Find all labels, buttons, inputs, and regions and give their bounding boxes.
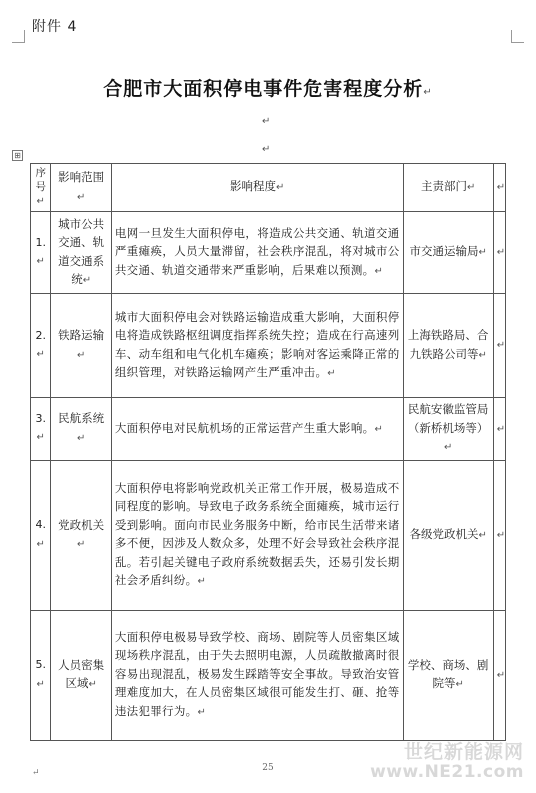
table-row	[31, 212, 506, 294]
attachment-label: 附件 4	[32, 19, 78, 35]
row-scope: 城市公共交通、轨道交通系统↵	[51, 212, 111, 294]
row-end-mark: ↵	[493, 164, 505, 212]
row-end-mark: ↵	[493, 610, 505, 740]
row-impact: 大面积停电对民航机场的正常运营产生重大影响。↵	[111, 398, 403, 461]
row-impact: 大面积停电将影响党政机关正常工作开展，极易造成不同程度的影响。导致电子政务系统全面瘫痪，城市运行受到影响。面向市民业务服务中断，给市民生活带来诸多不便，因涉及人数众多，处理不好会导致社会秩序混乱。若引起关键电子政府系统数据丢失，还易引发长期社会矛盾纠纷。↵	[111, 460, 403, 610]
margin-corner-mark	[511, 30, 524, 43]
row-impact: 电网一旦发生大面积停电，将造成公共交通、轨道交通严重瘫痪，人员大量滞留，社会秩序混乱，将对城市公共交通、轨道交通带来严重影响，后果难以预测。↵	[111, 212, 403, 294]
page-title	[0, 74, 536, 101]
row-end-mark: ↵	[493, 212, 505, 294]
table-move-handle-icon[interactable]: ⊞	[12, 150, 23, 161]
watermark-url: www.NE21.com	[370, 761, 524, 782]
row-dept: 上海铁路局、合九铁路公司等↵	[403, 294, 493, 398]
row-dept: 市交通运输局↵	[403, 212, 493, 294]
row-dept: 民航安徽监管局（新桥机场等）↵	[403, 398, 493, 461]
header-dept: 主责部门↵	[403, 164, 493, 212]
row-end-mark: ↵	[493, 398, 505, 461]
paragraph-mark-icon: ↵	[32, 768, 40, 778]
header-impact: 影响程度↵	[111, 164, 403, 212]
row-dept: 学校、商场、剧院等↵	[403, 610, 493, 740]
paragraph-mark-icon: ↵	[423, 87, 433, 98]
row-end-mark: ↵	[493, 460, 505, 610]
row-scope: 党政机关↵	[51, 460, 111, 610]
row-impact: 城市大面积停电会对铁路运输造成重大影响，大面积停电将造成铁路枢纽调度指挥系统失控；造成在行高速列车、动车组和电气化机车瘫痪；影响对客运乘降正常的组织管理，对铁路运输网产生严重冲击。↵	[111, 294, 403, 398]
header-no: 序号↵	[31, 164, 51, 212]
row-number: 4.↵	[31, 460, 51, 610]
paragraph-mark-icon: ↵	[262, 116, 271, 127]
table-row	[31, 294, 506, 398]
row-scope: 人员密集区域↵	[51, 610, 111, 740]
table-row	[31, 398, 506, 461]
table-header-row	[31, 164, 506, 212]
row-scope: 民航系统↵	[51, 398, 111, 461]
page-number: 25	[262, 763, 274, 773]
row-number: 1.↵	[31, 212, 51, 294]
paragraph-mark-icon: ↵	[262, 144, 271, 155]
row-impact: 大面积停电极易导致学校、商场、剧院等人员密集区域现场秩序混乱，由于失去照明电源，人员疏散撤离时很容易出现混乱，极易发生踩踏等安全事故。导致治安管理难度加大，在人员密集区域很可能发生打、砸、抢等违法犯罪行为。↵	[111, 610, 403, 740]
site-watermark	[370, 742, 524, 782]
row-scope: 铁路运输↵	[51, 294, 111, 398]
margin-corner-mark	[12, 30, 25, 43]
row-number: 3.↵	[31, 398, 51, 461]
row-end-mark: ↵	[493, 294, 505, 398]
row-dept: 各级党政机关↵	[403, 460, 493, 610]
row-number: 2.↵	[31, 294, 51, 398]
title-text: 合肥市大面积停电事件危害程度分析	[103, 78, 424, 100]
watermark-text: 世纪新能源网	[403, 741, 524, 763]
header-scope: 影响范围↵	[51, 164, 111, 212]
row-number: 5.↵	[31, 610, 51, 740]
impact-table	[30, 163, 506, 741]
table-row	[31, 610, 506, 740]
table-row	[31, 460, 506, 610]
